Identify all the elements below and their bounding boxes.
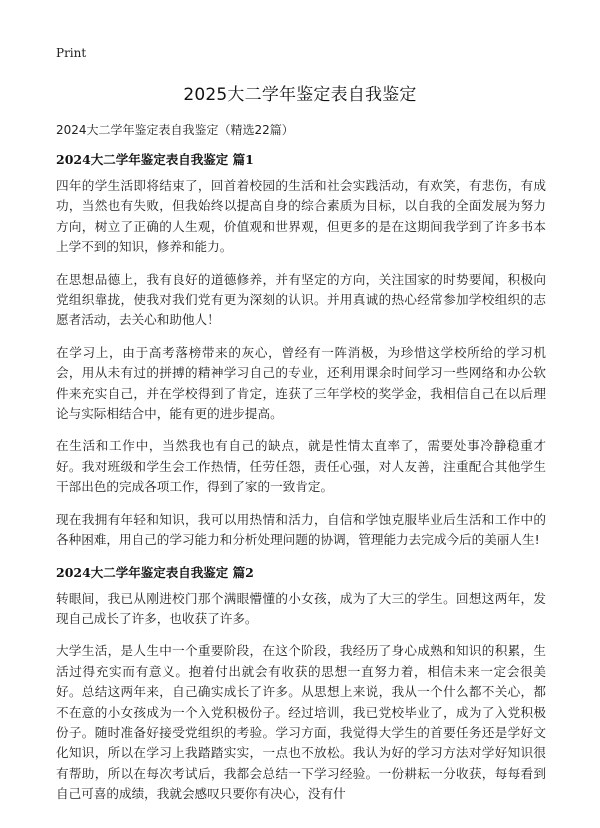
section-1 bbox=[56, 150, 546, 551]
article-body bbox=[56, 144, 546, 817]
paragraph: 四年的学生活即将结束了，回首着校园的生活和社会实践活动，有欢笑，有悲伤，有成功，当然也有失败，但我始终以提高自身的综合素质为目标，以自我的全面发展为努力方向，树立了正确的人生观，价值观和世界观，但更多的是在这期间我学到了许多书本上学不到的知识，修养和能力。 bbox=[56, 178, 546, 255]
page-subtitle: 2024大二学年鉴定表自我鉴定（精选22篇） bbox=[56, 123, 294, 137]
page-title: 2025大二学年鉴定表自我鉴定 bbox=[183, 85, 417, 105]
paragraph: 现在我拥有年轻和知识，我可以用热情和活力，自信和学蚀克服毕业后生活和工作中的各种困难，用自己的学习能力和分析处理问题的协调，管理能力去完成今后的美丽人生! bbox=[56, 511, 546, 548]
paragraph: 大学生活，是人生中一个重要阶段，在这个阶段，我经历了身心成熟和知识的积累，生活过得充实而有意义。抱着付出就会有收获的思想一直努力着，相信未来一定会很美好。总结这两年来，自己确实成长了许多。从思想上来说，我从一个什么都不关心，都不在意的小女孩成为一个入党积极份子。经过培训，我已党校毕业了，成为了入党积极份子。随时准备好接受党组织的考验。学习方面，我觉得大学生的首要任务还是学好文化知识，所以在学习上我踏踏实实，一点也不放松。我认为好的学习方法对学好知识很有帮助，所以在每次考试后，我都会总结一下学习经验。一份耕耘一分收获，每每看到自己可喜的成绩，我就会感叹只要你有决心，没有什 bbox=[56, 643, 546, 802]
section-2 bbox=[56, 563, 546, 805]
paragraph: 在学习上，由于高考落榜带来的灰心，曾经有一阵消极，为珍惜这学校所给的学习机会，用从未有过的拼搏的精神学习自己的专业，还利用课余时间学习一些网络和办公软件来充实自己，并在学校得到了肯定，连获了三年学校的奖学金，我相信自己在以后理论与实际相结合中，能有更的进步提高。 bbox=[56, 344, 546, 422]
paragraph: 在思想品德上，我有良好的道德修养，并有坚定的方向，关注国家的时势要闻，积极向党组织靠拢，使我对我们党有更为深刻的认识。并用真诚的热心经常参加学校组织的志愿者活动，去关心和助他人！ bbox=[56, 271, 546, 328]
section-heading: 2024大二学年鉴定表自我鉴定 篇1 bbox=[56, 152, 254, 167]
paragraph: 在生活和工作中，当然我也有自己的缺点，就是性情太直率了，需要处事冷静稳重才好。我对班级和学生会工作热情，任劳任怨，责任心强，对人友善，注重配合其他学生干部出色的完成各项工作，得到了家的一致肯定。 bbox=[56, 438, 546, 495]
print-link[interactable]: Print bbox=[56, 46, 87, 60]
section-heading: 2024大二学年鉴定表自我鉴定 篇2 bbox=[56, 564, 254, 580]
paragraph: 转眼间，我已从刚进校门那个满眼懵懂的小女孩，成为了大三的学生。回想这两年，发现自己成长了许多，也收获了许多。 bbox=[56, 590, 546, 626]
